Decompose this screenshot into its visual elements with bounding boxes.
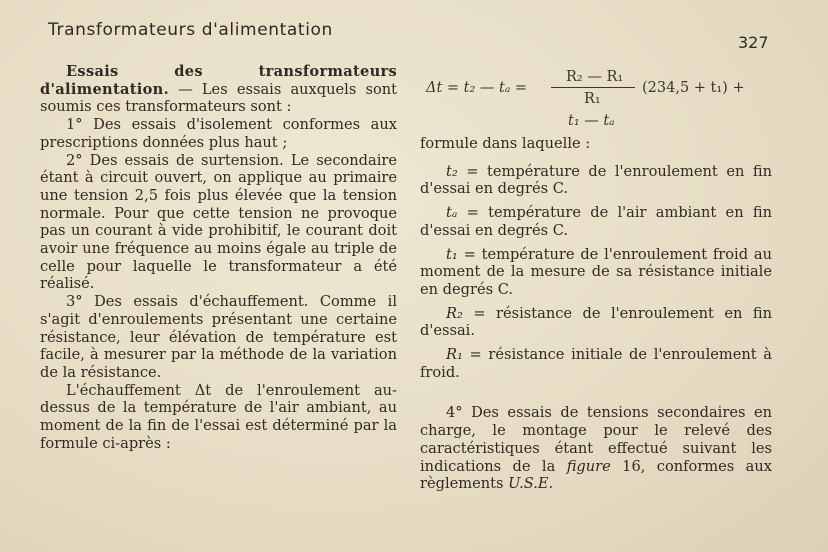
item-3-formula-intro: L'échauffement Δt de l'enroulement au-dessus de la température de l'air ambiant, au moment de la fin de l'essai est déterminé par la formule ci-après : (40, 381, 397, 452)
item-1-paragraph: 1° Des essais d'isolement conformes aux prescriptions données plus haut ; (40, 116, 397, 151)
item-3-paragraph: 3° Des essais d'échauffement. Comme il s'agit d'enroulements présentant une certaine résistance, leur élévation de température est facile, à mesurer par la méthode de la variation de la résistance. (40, 293, 397, 381)
left-column (40, 63, 397, 452)
item-2-paragraph: 2° Des essais de surtension. Le secondaire étant à circuit ouvert, on applique au primaire une tension 2,5 fois plus élevée que la tension normale. Pour que cette tension ne provoque pas un courant à vide prohibitif, le courant doit avoir une fréquence au moins égale au triple de celle pour laquelle le transformateur a été réalisé. (40, 151, 397, 293)
formula-numerator: R₂ — R₁ (566, 69, 624, 85)
heating-formula (420, 63, 772, 135)
formula-factor: (234,5 + t₁) + (642, 80, 745, 96)
formula-tail: t₁ — tₐ (568, 113, 615, 129)
formula-denominator: R₁ (584, 91, 601, 107)
definition-t1: t₁ = température de l'enroulement froid au moment de la mesure de sa résistance initiale en degrés C. (420, 245, 773, 298)
section-heading: Essais des transformateurs d'alimentation. (40, 63, 397, 98)
page-number: 327 (738, 33, 769, 52)
running-header: Transformateurs d'alimentation (48, 20, 333, 40)
definition-r2: R₂ = résistance de l'enroulement en fin d'essai. (420, 304, 773, 340)
definition-r1: R₁ = résistance initiale de l'enroulement à froid. (420, 346, 772, 381)
item-4-paragraph: 4° Des essais de tensions secondaires en charge, le montage pour le relevé des caractéristiques étant effectué suivant les indications de la figure 16, conformes aux règlements U.S.E. (420, 404, 772, 493)
intro-text: — Les essais auxquels sont soumis ces transformateurs sont : (40, 80, 398, 116)
definition-ta: tₐ = température de l'air ambiant en fin d'essai en degrés C. (420, 204, 772, 239)
right-column (420, 63, 772, 493)
variable-definitions (420, 163, 772, 382)
intro-paragraph (40, 63, 397, 116)
formula-legend-intro: formule dans laquelle : (420, 135, 591, 152)
fraction-bar (551, 87, 635, 88)
definition-t2: t₂ = température de l'enroulement en fin d'essai en degrés C. (420, 162, 772, 198)
formula-lhs: Δt = t₂ — tₐ = (426, 80, 528, 96)
